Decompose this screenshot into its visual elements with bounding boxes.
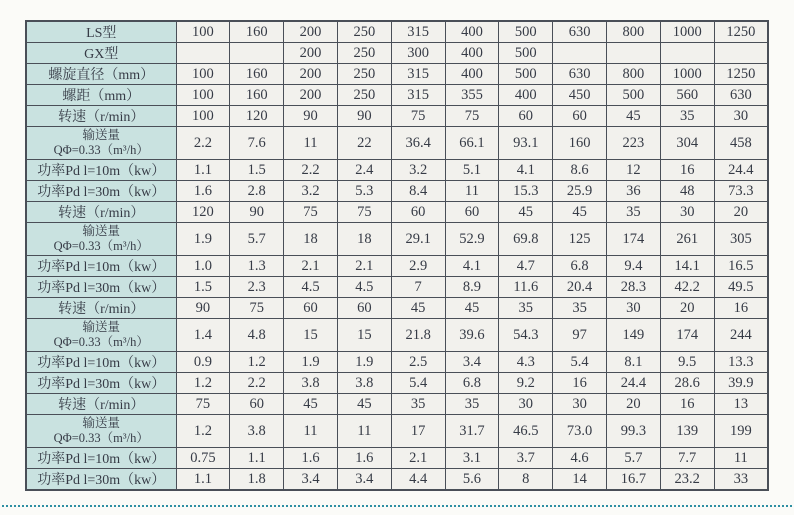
table-cell: 7 [391, 277, 445, 298]
table-cell: 45 [607, 106, 661, 127]
table-cell: 200 [284, 64, 338, 85]
table-cell: 5.4 [391, 373, 445, 394]
table-cell: 3.4 [445, 352, 499, 373]
table-cell: 3.2 [391, 160, 445, 181]
table-cell: 60 [499, 106, 553, 127]
table-cell: 120 [230, 106, 284, 127]
table-cell: 2.4 [337, 160, 391, 181]
table-cell: 60 [391, 202, 445, 223]
table-cell: 8.9 [445, 277, 499, 298]
table-cell: 120 [176, 202, 230, 223]
table-cell: 93.1 [499, 127, 553, 160]
table-cell: 90 [230, 202, 284, 223]
table-row [26, 298, 768, 319]
table-cell: 2.3 [230, 277, 284, 298]
table-cell: 20.4 [553, 277, 607, 298]
table-cell: 1.9 [176, 223, 230, 256]
table-cell: 2.1 [391, 448, 445, 469]
table-cell [660, 43, 714, 64]
table-cell: 25.9 [553, 181, 607, 202]
table-cell: 1.1 [230, 448, 284, 469]
table-cell: 21.8 [391, 319, 445, 352]
table-cell: 100 [176, 21, 230, 43]
table-cell: 17 [391, 415, 445, 448]
table-cell: 500 [499, 43, 553, 64]
table-cell: 1.0 [176, 256, 230, 277]
table-cell: 90 [176, 298, 230, 319]
table-cell: 160 [553, 127, 607, 160]
table-cell: 29.1 [391, 223, 445, 256]
table-cell: 800 [607, 64, 661, 85]
table-cell: 3.4 [284, 469, 338, 491]
table-cell: 261 [660, 223, 714, 256]
table-cell: 3.8 [337, 373, 391, 394]
table-cell: 300 [391, 43, 445, 64]
table-cell: 1.3 [230, 256, 284, 277]
table-cell: 5.7 [230, 223, 284, 256]
table-cell: 35 [445, 394, 499, 415]
table-cell: 11.6 [499, 277, 553, 298]
table-cell: 315 [391, 64, 445, 85]
table-cell: 35 [553, 298, 607, 319]
table-cell: 39.9 [714, 373, 768, 394]
table-cell: 100 [176, 106, 230, 127]
table-row [26, 160, 768, 181]
table-cell [607, 43, 661, 64]
table-cell: 500 [499, 64, 553, 85]
row-label: 输送量 QΦ=0.33（m³/h） [26, 223, 176, 256]
table-cell: 11 [445, 181, 499, 202]
table-cell: 315 [391, 21, 445, 43]
dotted-divider [2, 505, 792, 507]
table-cell: 73.3 [714, 181, 768, 202]
table-cell: 24.4 [714, 160, 768, 181]
table-cell: 45 [284, 394, 338, 415]
table-cell: 75 [284, 202, 338, 223]
table-cell: 49.5 [714, 277, 768, 298]
table-cell: 30 [660, 202, 714, 223]
table-cell: 42.2 [660, 277, 714, 298]
table-cell: 100 [176, 64, 230, 85]
table-cell: 2.9 [391, 256, 445, 277]
spec-table-body [26, 21, 768, 490]
table-cell [553, 43, 607, 64]
table-cell: 139 [660, 415, 714, 448]
table-cell: 16 [660, 394, 714, 415]
table-cell: 75 [337, 202, 391, 223]
table-cell: 1.8 [230, 469, 284, 491]
table-cell: 60 [284, 298, 338, 319]
table-cell: 4.1 [499, 160, 553, 181]
table-cell: 400 [445, 43, 499, 64]
table-cell: 3.4 [337, 469, 391, 491]
spec-table-container [25, 20, 769, 491]
table-cell: 39.6 [445, 319, 499, 352]
table-cell: 3.8 [284, 373, 338, 394]
table-cell: 0.9 [176, 352, 230, 373]
table-cell: 45 [445, 298, 499, 319]
table-cell: 1.6 [284, 448, 338, 469]
table-cell: 20 [607, 394, 661, 415]
table-cell: 7.7 [660, 448, 714, 469]
table-cell: 20 [660, 298, 714, 319]
row-label: GX型 [26, 43, 176, 64]
table-cell: 200 [284, 85, 338, 106]
row-label: 功率Pd l=10m（kw） [26, 448, 176, 469]
table-cell: 2.1 [284, 256, 338, 277]
table-cell: 24.4 [607, 373, 661, 394]
table-cell: 305 [714, 223, 768, 256]
row-label: 功率Pd l=30m（kw） [26, 181, 176, 202]
table-cell: 31.7 [445, 415, 499, 448]
table-cell: 60 [337, 298, 391, 319]
table-cell: 4.4 [391, 469, 445, 491]
table-cell: 160 [230, 21, 284, 43]
table-cell: 4.3 [499, 352, 553, 373]
table-row [26, 21, 768, 43]
table-cell: 1.2 [176, 373, 230, 394]
table-cell: 60 [230, 394, 284, 415]
table-cell: 8.6 [553, 160, 607, 181]
spec-table [25, 20, 769, 491]
row-label: 螺旋直径（mm） [26, 64, 176, 85]
table-cell: 30 [499, 394, 553, 415]
table-cell: 244 [714, 319, 768, 352]
table-row [26, 469, 768, 491]
table-cell: 125 [553, 223, 607, 256]
table-cell: 14.1 [660, 256, 714, 277]
table-cell: 4.8 [230, 319, 284, 352]
row-label: 输送量 QΦ=0.33（m³/h） [26, 415, 176, 448]
table-cell: 250 [337, 64, 391, 85]
table-cell: 500 [607, 85, 661, 106]
table-cell: 4.7 [499, 256, 553, 277]
table-cell [714, 43, 768, 64]
row-label: 转速（r/min） [26, 106, 176, 127]
row-label: LS型 [26, 21, 176, 43]
table-cell: 400 [445, 64, 499, 85]
table-row [26, 256, 768, 277]
table-cell: 15.3 [499, 181, 553, 202]
table-cell: 2.2 [230, 373, 284, 394]
table-row [26, 277, 768, 298]
table-cell: 7.6 [230, 127, 284, 160]
table-cell: 8 [499, 469, 553, 491]
table-cell: 0.75 [176, 448, 230, 469]
table-cell: 15 [337, 319, 391, 352]
table-row [26, 181, 768, 202]
table-cell: 199 [714, 415, 768, 448]
table-row [26, 373, 768, 394]
row-label: 功率Pd l=10m（kw） [26, 256, 176, 277]
table-cell: 5.3 [337, 181, 391, 202]
table-cell: 1250 [714, 64, 768, 85]
table-row [26, 319, 768, 352]
table-cell: 45 [337, 394, 391, 415]
table-cell: 4.5 [337, 277, 391, 298]
table-cell: 45 [391, 298, 445, 319]
table-cell: 11 [337, 415, 391, 448]
table-row [26, 415, 768, 448]
table-cell: 5.4 [553, 352, 607, 373]
table-cell: 3.2 [284, 181, 338, 202]
table-cell: 9.2 [499, 373, 553, 394]
table-row [26, 85, 768, 106]
table-cell: 90 [337, 106, 391, 127]
table-cell: 450 [553, 85, 607, 106]
table-cell: 304 [660, 127, 714, 160]
table-cell: 28.6 [660, 373, 714, 394]
row-label: 转速（r/min） [26, 394, 176, 415]
table-cell: 73.0 [553, 415, 607, 448]
table-cell: 14 [553, 469, 607, 491]
table-cell: 48 [660, 181, 714, 202]
table-cell: 315 [391, 85, 445, 106]
table-cell: 1.9 [284, 352, 338, 373]
table-cell: 1.1 [176, 160, 230, 181]
table-cell: 2.1 [337, 256, 391, 277]
table-cell: 9.5 [660, 352, 714, 373]
table-cell: 1.4 [176, 319, 230, 352]
table-cell: 250 [337, 21, 391, 43]
table-cell: 250 [337, 85, 391, 106]
table-cell: 160 [230, 64, 284, 85]
table-cell: 3.7 [499, 448, 553, 469]
table-cell: 75 [230, 298, 284, 319]
table-cell: 45 [499, 202, 553, 223]
table-cell: 30 [607, 298, 661, 319]
table-row [26, 202, 768, 223]
table-cell: 4.5 [284, 277, 338, 298]
table-cell: 5.1 [445, 160, 499, 181]
table-row [26, 448, 768, 469]
table-row [26, 64, 768, 85]
table-cell: 630 [553, 64, 607, 85]
table-cell: 28.3 [607, 277, 661, 298]
table-cell: 3.8 [230, 415, 284, 448]
table-cell: 100 [176, 85, 230, 106]
table-cell: 1000 [660, 64, 714, 85]
table-cell: 400 [445, 21, 499, 43]
table-cell: 11 [284, 127, 338, 160]
table-cell: 200 [284, 43, 338, 64]
table-cell: 1.2 [230, 352, 284, 373]
table-cell: 75 [391, 106, 445, 127]
table-cell: 60 [553, 106, 607, 127]
table-cell: 20 [714, 202, 768, 223]
table-cell: 75 [176, 394, 230, 415]
table-row [26, 106, 768, 127]
table-cell: 1000 [660, 21, 714, 43]
table-cell: 75 [445, 106, 499, 127]
table-cell: 9.4 [607, 256, 661, 277]
table-cell: 560 [660, 85, 714, 106]
table-cell: 16.5 [714, 256, 768, 277]
table-cell: 18 [284, 223, 338, 256]
table-cell: 4.1 [445, 256, 499, 277]
table-row [26, 352, 768, 373]
table-cell: 16 [553, 373, 607, 394]
table-cell: 1.6 [337, 448, 391, 469]
table-cell: 52.9 [445, 223, 499, 256]
table-cell: 16 [660, 160, 714, 181]
table-cell: 45 [553, 202, 607, 223]
table-cell: 200 [284, 21, 338, 43]
table-cell: 16 [714, 298, 768, 319]
table-cell: 11 [284, 415, 338, 448]
table-cell: 1.6 [176, 181, 230, 202]
table-cell: 97 [553, 319, 607, 352]
table-row [26, 127, 768, 160]
table-cell: 99.3 [607, 415, 661, 448]
table-cell: 174 [660, 319, 714, 352]
table-cell: 4.6 [553, 448, 607, 469]
row-label: 功率Pd l=30m（kw） [26, 277, 176, 298]
table-cell: 13.3 [714, 352, 768, 373]
table-cell: 33 [714, 469, 768, 491]
table-cell: 22 [337, 127, 391, 160]
table-cell: 800 [607, 21, 661, 43]
table-cell: 16.7 [607, 469, 661, 491]
table-cell: 1.9 [337, 352, 391, 373]
table-cell: 8.4 [391, 181, 445, 202]
table-cell: 5.7 [607, 448, 661, 469]
table-cell: 2.8 [230, 181, 284, 202]
table-cell: 1.5 [230, 160, 284, 181]
table-cell: 149 [607, 319, 661, 352]
table-cell: 6.8 [553, 256, 607, 277]
table-cell: 2.5 [391, 352, 445, 373]
table-cell: 69.8 [499, 223, 553, 256]
table-cell: 12 [607, 160, 661, 181]
table-cell: 35 [660, 106, 714, 127]
table-cell: 54.3 [499, 319, 553, 352]
table-cell: 3.1 [445, 448, 499, 469]
row-label: 功率Pd l=30m（kw） [26, 469, 176, 491]
table-cell: 90 [284, 106, 338, 127]
table-cell: 500 [499, 21, 553, 43]
table-cell: 11 [714, 448, 768, 469]
table-row [26, 43, 768, 64]
table-cell: 35 [499, 298, 553, 319]
table-cell: 18 [337, 223, 391, 256]
table-cell: 355 [445, 85, 499, 106]
table-cell: 23.2 [660, 469, 714, 491]
table-cell [176, 43, 230, 64]
table-cell: 36.4 [391, 127, 445, 160]
table-cell: 1.1 [176, 469, 230, 491]
table-cell: 46.5 [499, 415, 553, 448]
table-cell: 250 [337, 43, 391, 64]
table-cell: 1.5 [176, 277, 230, 298]
table-cell: 15 [284, 319, 338, 352]
row-label: 功率Pd l=10m（kw） [26, 160, 176, 181]
table-cell: 1250 [714, 21, 768, 43]
table-cell: 30 [553, 394, 607, 415]
row-label: 螺距（mm） [26, 85, 176, 106]
table-cell: 36 [607, 181, 661, 202]
table-cell: 6.8 [445, 373, 499, 394]
table-cell: 630 [714, 85, 768, 106]
table-row [26, 394, 768, 415]
table-cell: 1.2 [176, 415, 230, 448]
row-label: 输送量 QΦ=0.33（m³/h） [26, 319, 176, 352]
table-cell [230, 43, 284, 64]
table-cell: 223 [607, 127, 661, 160]
table-row [26, 223, 768, 256]
row-label: 功率Pd l=10m（kw） [26, 352, 176, 373]
table-cell: 60 [445, 202, 499, 223]
row-label: 功率Pd l=30m（kw） [26, 373, 176, 394]
table-cell: 458 [714, 127, 768, 160]
table-cell: 35 [391, 394, 445, 415]
table-cell: 2.2 [176, 127, 230, 160]
table-cell: 8.1 [607, 352, 661, 373]
row-label: 输送量 QΦ=0.33（m³/h） [26, 127, 176, 160]
table-cell: 160 [230, 85, 284, 106]
table-cell: 35 [607, 202, 661, 223]
row-label: 转速（r/min） [26, 202, 176, 223]
table-cell: 174 [607, 223, 661, 256]
table-cell: 30 [714, 106, 768, 127]
table-cell: 66.1 [445, 127, 499, 160]
table-cell: 13 [714, 394, 768, 415]
table-cell: 400 [499, 85, 553, 106]
row-label: 转速（r/min） [26, 298, 176, 319]
table-cell: 5.6 [445, 469, 499, 491]
table-cell: 630 [553, 21, 607, 43]
table-cell: 2.2 [284, 160, 338, 181]
